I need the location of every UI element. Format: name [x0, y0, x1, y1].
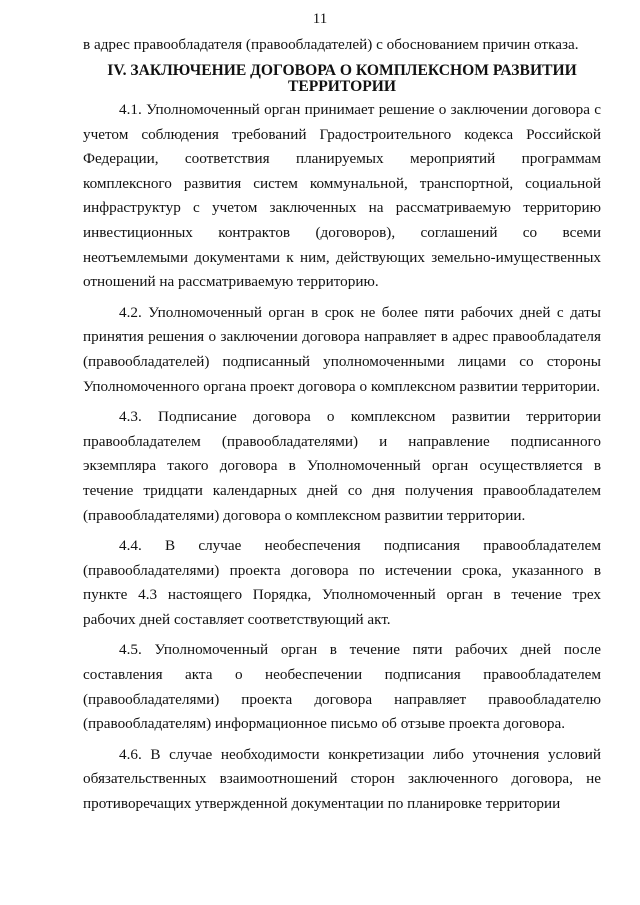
- paragraph-4-2: 4.2. Уполномоченный орган в срок не более пяти рабочих дней с даты принятия решения о заключении договора направляет в адрес правообладателя (правообладателей) подписанный уполномоченными лицами со стороны Уполномоченного органа проект договора о комплексном развитии территории.: [83, 303, 601, 395]
- paragraph-4-3: 4.3. Подписание договора о комплексном развитии территории правообладателем (правообладателями) и направление подписанного экземпляра такого договора в Уполномоченный орган осуществляется в течение тридцати календарных дней со дня получения правообладателем (правообладателями) договора о комплексном развитии территории.: [83, 408, 601, 524]
- paragraph-4-6: 4.6. В случае необходимости конкретизации либо уточнения условий обязательственных взаимоотношений сторон заключенного договора, не противоречащих утвержденной документации по планировке территории: [83, 745, 601, 813]
- section-heading: IV. ЗАКЛЮЧЕНИЕ ДОГОВОРА О КОМПЛЕКСНОМ РАЗВИТИИ ТЕРРИТОРИИ: [107, 62, 577, 95]
- paragraph-4-1: 4.1. Уполномоченный орган принимает решение о заключении договора с учетом соблюдения требований Градостроительного кодекса Российской Федерации, соответствия планируемых мероприятий программам комплексного развития систем коммунальной, транспортной, социальной инфраструктур с учетом заключенных на рассматриваемую территорию инвестиционных контрактов (договоров), соглашений со всеми неотъемлемыми документами к ним, действующих земельно-имущественных отношений на рассматриваемую территорию.: [83, 101, 601, 291]
- continuation-line: в адрес правообладателя (правообладателей) с обоснованием причин отказа.: [83, 36, 579, 53]
- page-number: 11: [312, 11, 328, 27]
- paragraph-4-5: 4.5. Уполномоченный орган в течение пяти рабочих дней после составления акта о необеспечении подписания правообладателем (правообладателями) проекта договора направляет правообладателю (правообладателям) информационное письмо об отзыве проекта договора.: [83, 641, 601, 733]
- document-body: [83, 33, 601, 823]
- paragraph-4-4: 4.4. В случае необеспечения подписания правообладателем (правообладателями) проекта договора по истечении срока, указанного в пункте 4.3 настоящего Порядка, Уполномоченный орган в течение трех рабочих дней составляет соответствующий акт.: [83, 537, 601, 628]
